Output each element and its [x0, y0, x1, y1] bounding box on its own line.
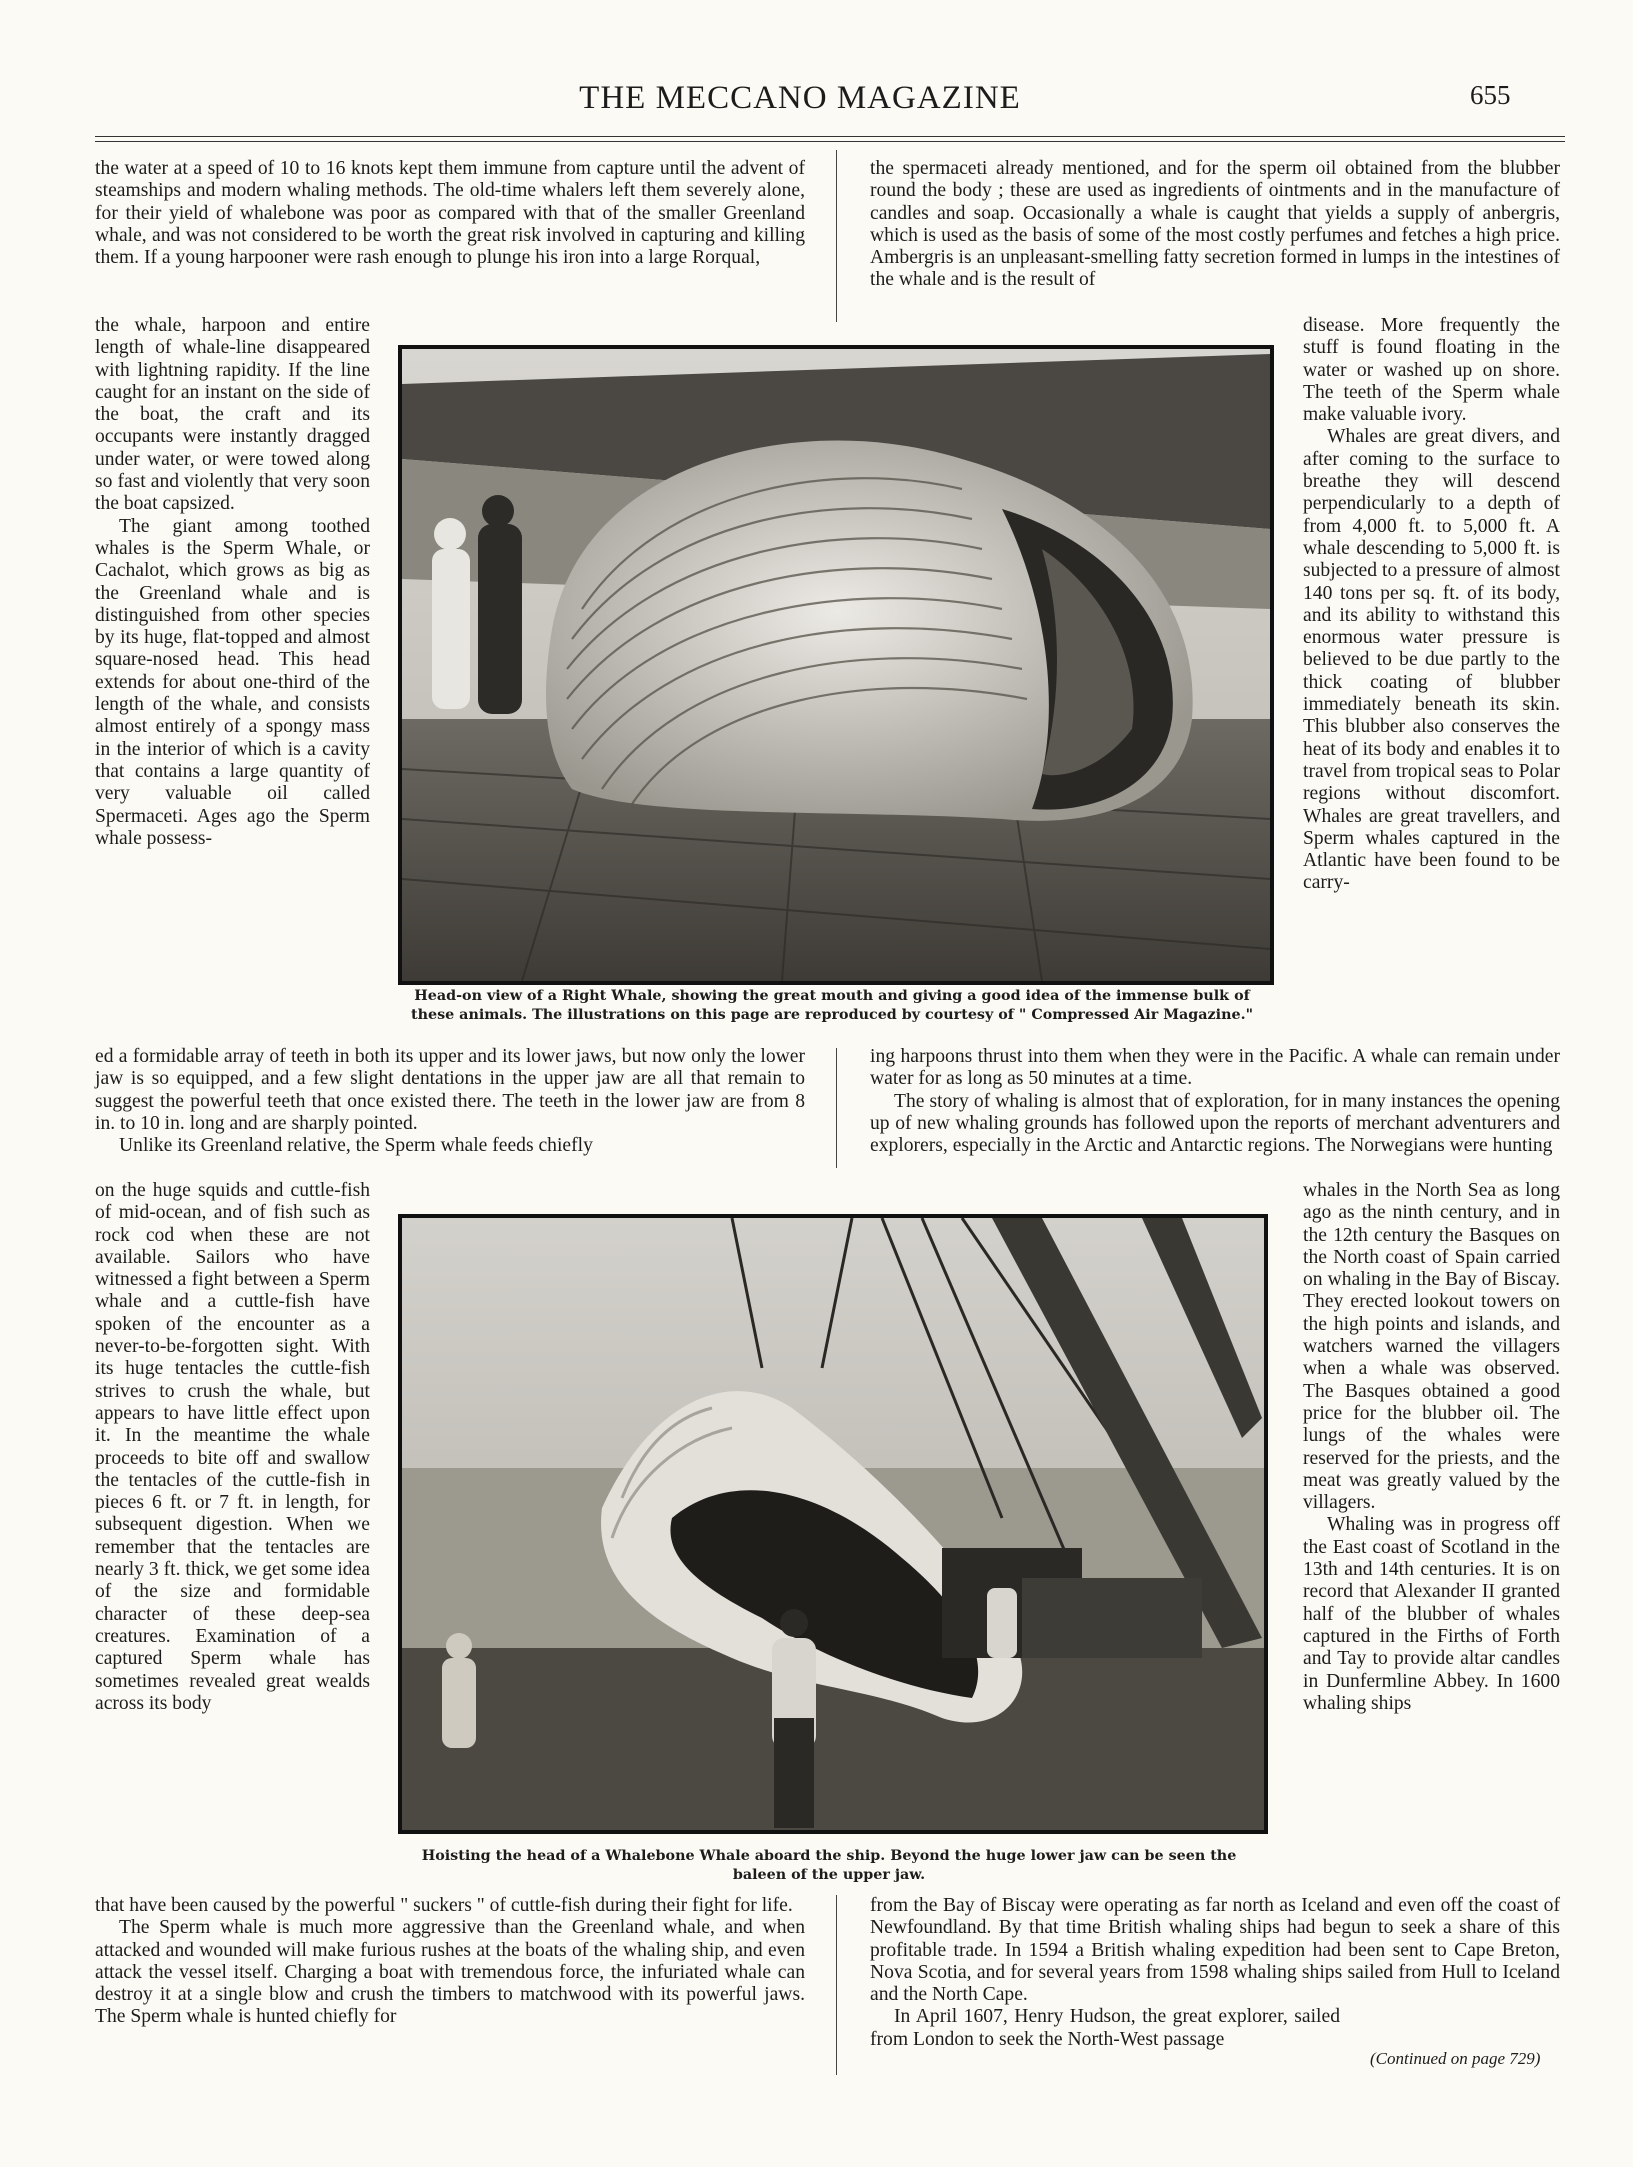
right-whale-image	[402, 349, 1270, 981]
column-divider	[836, 1048, 837, 1168]
right-column-top: the spermaceti already mentioned, and for the sperm oil obtained from the blubber round the body ; these are used as ingredients of ointments and in the manufacture of candles and soap. Occasionally a whale is caught that yields a supply of anbergris, which is used as the basis of some of the most costly perfumes and fetches a high price. Ambergris is an unpleasant-smelling fatty secretion formed in lumps in the intestines of the whale and is the result of	[870, 158, 1560, 291]
left-column-bottom: that have been caused by the powerful " suckers " of cuttle-fish during their fight for life. The Sperm whale is much more aggressive than the Greenland whale, and when attacked and wounded will make furious rushes at the boats of the whaling ship, and even attack the vessel itself. Charging a boat with tremendous force, the infuriated whale can destroy it at a single blow and crush the timbers to matchwood with its powerful jaws. The Sperm whale is hunted chiefly for	[95, 1895, 805, 2028]
header-rule-thin	[95, 141, 1565, 142]
left-column-middle: ed a formidable array of teeth in both its upper and its lower jaws, but now only the lower jaw is so equipped, and a few slight dentations in the upper jaw are all that remain to suggest the powerful teeth that once existed there. The teeth in the lower jaw are from 8 in. to 10 in. long and are sharply pointed. Unlike its Greenland relative, the Sperm whale feeds chiefly	[95, 1046, 805, 1157]
whalebone-whale-photo	[398, 1214, 1268, 1834]
column-divider	[836, 150, 837, 322]
right-whale-photo	[398, 345, 1274, 985]
column-divider	[836, 1895, 837, 2075]
left-narrow-column-1: the whale, harpoon and entire length of whale-line disappeared with lightning rapidity. If the line caught for an instant on the side of the boat, the craft and its occupants were instantly dragged under water, or were towed along so fast and violently that very soon the boat capsized. The giant among toothed whales is the Sperm Whale, or Cachalot, which grows as big as the Greenland whale and is distinguished from other species by its huge, flat-topped and almost square-nosed head. This head extends for about one-third of the length of the whale, and consists almost entirely of a spongy mass in the interior of which is a cavity that contains a large quantity of very valuable oil called Spermaceti. Ages ago the Sperm whale possess-	[95, 315, 370, 849]
figure-1-caption: Head-on view of a Right Whale, showing the great mouth and giving a good idea of the immense bulk of these animals. The illustrations on this page are reproduced by courtesy of " Compressed Air Magazine."	[410, 988, 1254, 1023]
page-number: 655	[1470, 80, 1511, 110]
right-column-bottom: from the Bay of Biscay were operating as far north as Iceland and even off the coast of Newfoundland. By that time British whaling ships had begun to seek a share of this profitable trade. In 1594 a British whaling expedition had been sent to Cape Breton, Nova Scotia, and for several years from 1598 whaling ships sailed from Hull to Iceland and the North Cape. In April 1607, Henry Hudson, the great explorer, sailed from London to seek the North-West passage	[870, 1895, 1560, 2050]
right-narrow-column-2: whales in the North Sea as long ago as the ninth century, and in the 12th century the Basques on the North coast of Spain carried on whaling in the Bay of Biscay. They erected lookout towers on the high points and islands, and watchers warned the villagers when a whale was observed. The Basques obtained a good price for the blubber oil. The lungs of the whales were reserved for the priests, and the meat was greatly valued by the villagers. Whaling was in progress off the East coast of Scotland in the 13th and 14th centuries. It is on record that Alexander II granted half of the blubber of whales captured in the Firths of Forth and Tay to provide altar candles in Dunfermline Abbey. In 1600 whaling ships	[1303, 1180, 1560, 1714]
whalebone-whale-image	[402, 1218, 1264, 1830]
right-narrow-column-1: disease. More frequently the stuff is found floating in the water or washed up on shore. The teeth of the Sperm whale make valuable ivory. Whales are great divers, and after coming to the surface to breathe they will descend perpendicularly to a depth of from 4,000 ft. to 5,000 ft. A whale descending to 5,000 ft. is subjected to a pressure of almost 140 tons per sq. ft. of its body, and its ability to withstand this enormous water pressure is believed to be due partly to the thick coating of blubber immediately beneath its skin. This blubber also conserves the heat of its body and enables it to travel from tropical seas to Polar regions without discomfort. Whales are great travellers, and Sperm whales captured in the Atlantic have been found to be carry-	[1303, 315, 1560, 894]
left-column-top: the water at a speed of 10 to 16 knots kept them immune from capture until the advent of steamships and modern whaling methods. The old-time whalers left them severely alone, for their yield of whalebone was poor as compared with that of the smaller Greenland whale, and was not considered to be worth the great risk involved in capturing and killing them. If a young harpooner were rash enough to plunge his iron into a large Rorqual,	[95, 158, 805, 269]
right-column-middle: ing harpoons thrust into them when they were in the Pacific. A whale can remain under water for as long as 50 minutes at a time. The story of whaling is almost that of exploration, for in many instances the opening up of new whaling grounds has followed upon the reports of merchant adventurers and explorers, especially in the Arctic and Antarctic regions. The Norwegians were hunting	[870, 1046, 1560, 1157]
figure-2-caption: Hoisting the head of a Whalebone Whale aboard the ship. Beyond the huge lower jaw can be seen the baleen of the upper jaw.	[421, 1848, 1237, 1883]
continued-note: (Continued on page 729)	[1370, 2049, 1541, 2068]
left-narrow-column-2: on the huge squids and cuttle-fish of mid-ocean, and of fish such as rock cod when these are not available. Sailors who have witnessed a fight between a Sperm whale and a cuttle-fish have spoken of the encounter as a never-to-be-forgotten sight. With its huge tentacles the cuttle-fish strives to crush the whale, but appears to have little effect upon it. In the meantime the whale proceeds to bite off and swallow the tentacles of the cuttle-fish in pieces 6 ft. or 7 ft. in length, for subsequent digestion. When we remember that the tentacles are nearly 3 ft. thick, we get some idea of the size and formidable character of these deep-sea creatures. Examination of a captured Sperm whale has sometimes revealed great wealds across its body	[95, 1180, 370, 1714]
masthead-title: THE MECCANO MAGAZINE	[579, 80, 1021, 116]
header-rule	[95, 136, 1565, 137]
